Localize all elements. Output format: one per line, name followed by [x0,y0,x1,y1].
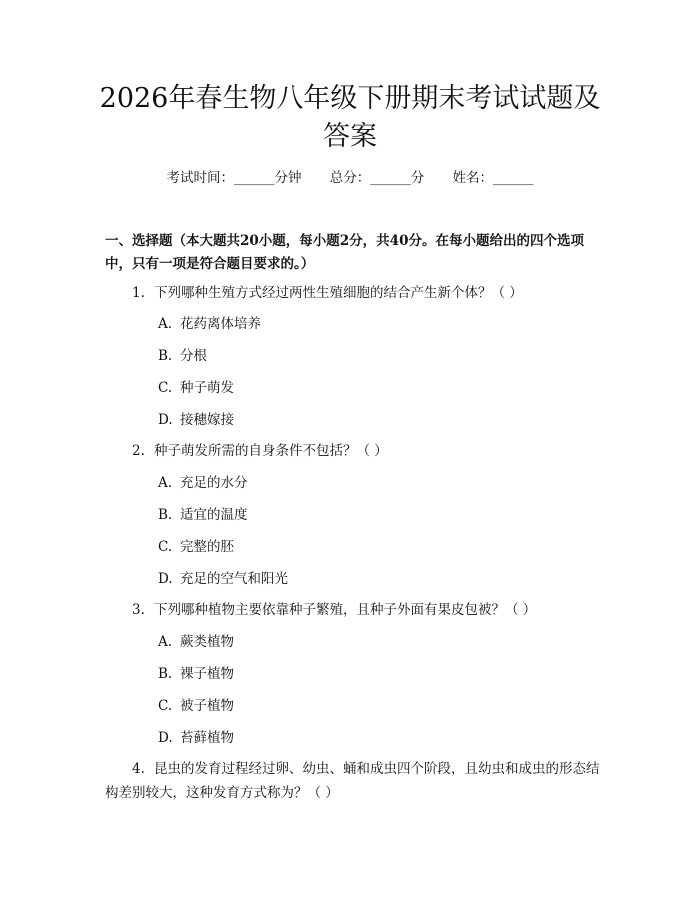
question-number: 2. [132,443,145,459]
option-item [158,505,248,525]
option-letter: D. [158,412,173,428]
option-letter: C. [158,539,173,555]
total-score-field: 总分：______分 [329,170,425,186]
option-letter: A. [158,475,173,491]
option-letter: B. [158,666,173,682]
option-letter: A. [158,316,173,332]
option-text: 完整的胚 [180,539,234,555]
option-item [158,346,207,366]
option-text: 花药离体培养 [180,316,261,332]
question-1 [105,281,605,305]
option-text: 裸子植物 [180,666,234,682]
option-text: 种子萌发 [180,380,234,396]
option-item [158,696,234,716]
question-stem: 种子萌发所需的自身条件不包括？（ ） [154,443,388,459]
exam-time-field: 考试时间：______分钟 [166,170,302,186]
option-text: 接穗嫁接 [180,412,234,428]
question-stem: 下列哪种生殖方式经过两性生殖细胞的结合产生新个体？（ ） [154,285,523,301]
option-text: 充足的水分 [180,475,248,491]
question-stem: 昆虫的发育过程经过卵、幼虫、蛹和成虫四个阶段，且幼虫和成虫的形态结构差别较大，这种发育方式称为？（ ） [105,761,600,801]
section-heading-choice: 一、选择题（本大题共20小题，每小题2分，共40分。在每小题给出的四个选项中，只有一项是符合题目要求的。） [105,233,584,272]
option-text: 适宜的温度 [180,507,248,523]
question-number: 4. [132,761,145,777]
question-2 [105,439,605,463]
option-item [158,314,261,334]
student-name-field: 姓名：______ [452,170,534,186]
option-text: 被子植物 [180,698,234,714]
exam-info-line [0,168,700,188]
question-number: 3. [132,602,145,618]
option-letter: C. [158,380,173,396]
option-item [158,632,234,652]
option-letter: B. [158,507,173,523]
option-item [158,569,288,589]
option-item [158,410,234,430]
question-stem: 下列哪种植物主要依靠种子繁殖，且种子外面有果皮包被？（ ） [154,602,537,618]
option-item [158,378,234,398]
option-letter: D. [158,730,173,746]
option-letter: B. [158,348,173,364]
option-item [158,728,234,748]
question-3 [105,598,605,622]
option-item [158,473,248,493]
option-text: 分根 [180,348,207,364]
option-item [158,664,234,684]
question-4 [105,757,605,805]
page-title: 2026年春生物八年级下册期末考试试题及答案 [99,83,601,152]
option-text: 蕨类植物 [180,634,234,650]
option-letter: C. [158,698,173,714]
option-text: 苔藓植物 [180,730,234,746]
option-item [158,537,234,557]
option-letter: D. [158,571,173,587]
question-number: 1. [132,285,145,301]
option-text: 充足的空气和阳光 [180,571,288,587]
option-letter: A. [158,634,173,650]
